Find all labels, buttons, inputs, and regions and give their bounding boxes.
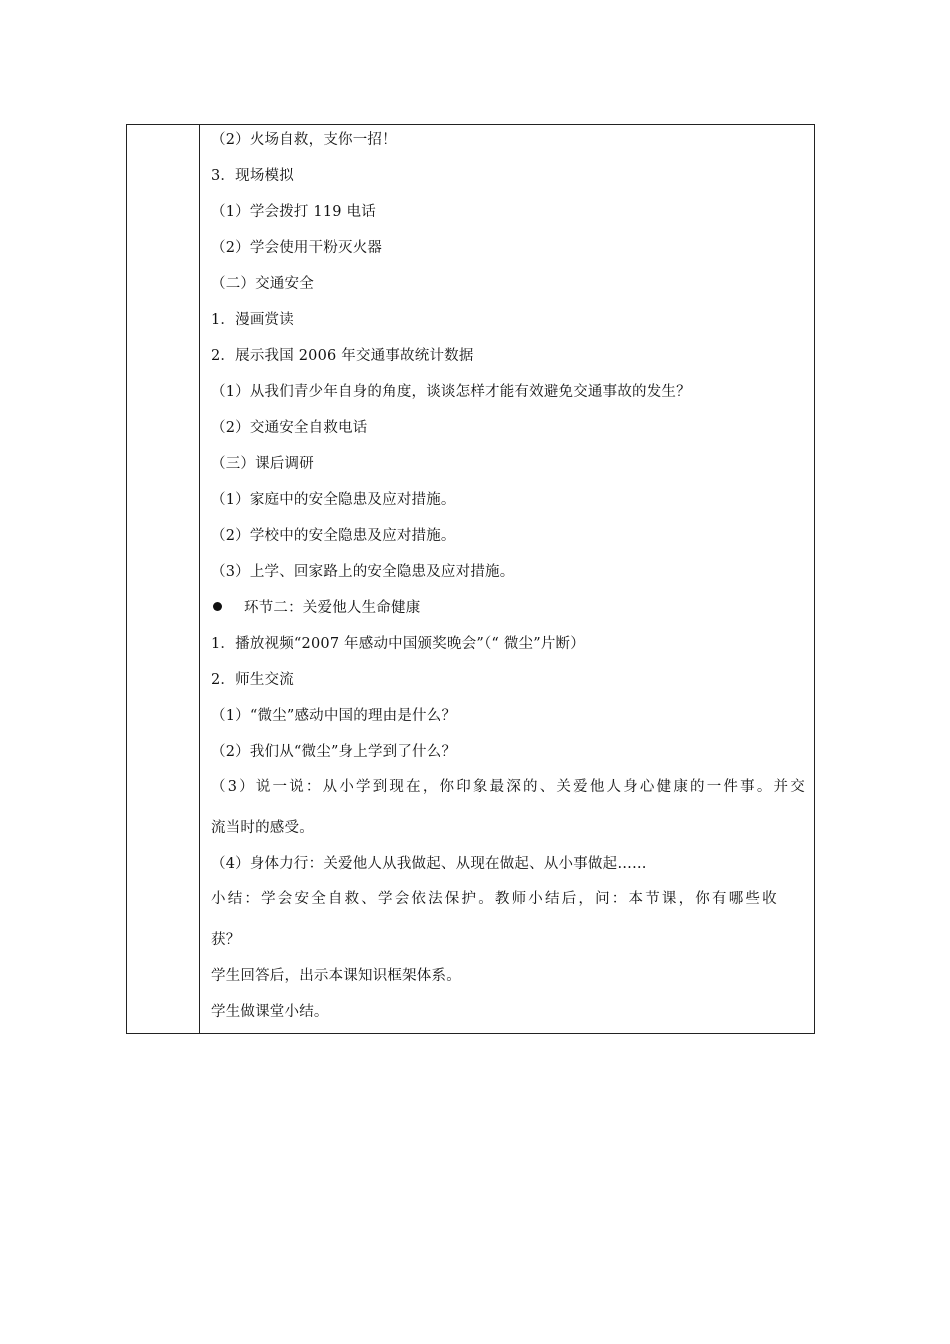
text-line: （2）学校中的安全隐患及应对措施。	[211, 528, 456, 544]
text-line: 小结：学会安全自救、学会依法保护。教师小结后，问：本节课，你有哪些收	[211, 891, 779, 907]
text-line: （二）交通安全	[211, 276, 314, 292]
text-line: （1）从我们青少年自身的角度，谈谈怎样才能有效避免交通事故的发生？	[211, 384, 691, 400]
text-line: （2）学会使用干粉灭火器	[211, 240, 383, 256]
text-line: 1．漫画赏读	[211, 312, 294, 328]
text-line: （三）课后调研	[211, 456, 314, 472]
text-line: （3）上学、回家路上的安全隐患及应对措施。	[211, 564, 515, 580]
text-line: （1）学会拨打 119 电话	[211, 204, 376, 220]
text-line: 1．播放视频“2007 年感动中国颁奖晚会”（“ 微尘”片断）	[211, 636, 585, 652]
text-line: 学生回答后，出示本课知识框架体系。	[211, 968, 461, 984]
section-heading-text: 环节二：关爱他人生命健康	[244, 600, 421, 616]
text-line: 2．师生交流	[211, 672, 294, 688]
text-line: （1）家庭中的安全隐患及应对措施。	[211, 492, 456, 508]
bullet-icon	[213, 602, 222, 611]
text-line: 3．现场模拟	[211, 168, 294, 184]
text-line: （4）身体力行：关爱他人从我做起、从现在做起、从小事做起……	[211, 856, 647, 872]
section-heading	[211, 598, 806, 618]
lesson-plan-table	[126, 124, 815, 1034]
text-line: （2）我们从“微尘”身上学到了什么？	[211, 744, 457, 760]
text-line: （3）说一说：从小学到现在，你印象最深的、关爱他人身心健康的一件事。并交	[211, 779, 807, 795]
text-line: （2）火场自救，支你一招！	[211, 132, 397, 148]
text-line: 2．展示我国 2006 年交通事故统计数据	[211, 348, 474, 364]
text-line: （2）交通安全自救电话	[211, 420, 368, 436]
text-line: 获？	[211, 932, 241, 948]
text-line: （1）“微尘”感动中国的理由是什么？	[211, 708, 457, 724]
table-content-cell	[201, 125, 814, 1033]
text-line: 流当时的感受。	[211, 820, 314, 836]
table-left-column	[127, 125, 200, 1033]
text-line: 学生做课堂小结。	[211, 1004, 329, 1020]
